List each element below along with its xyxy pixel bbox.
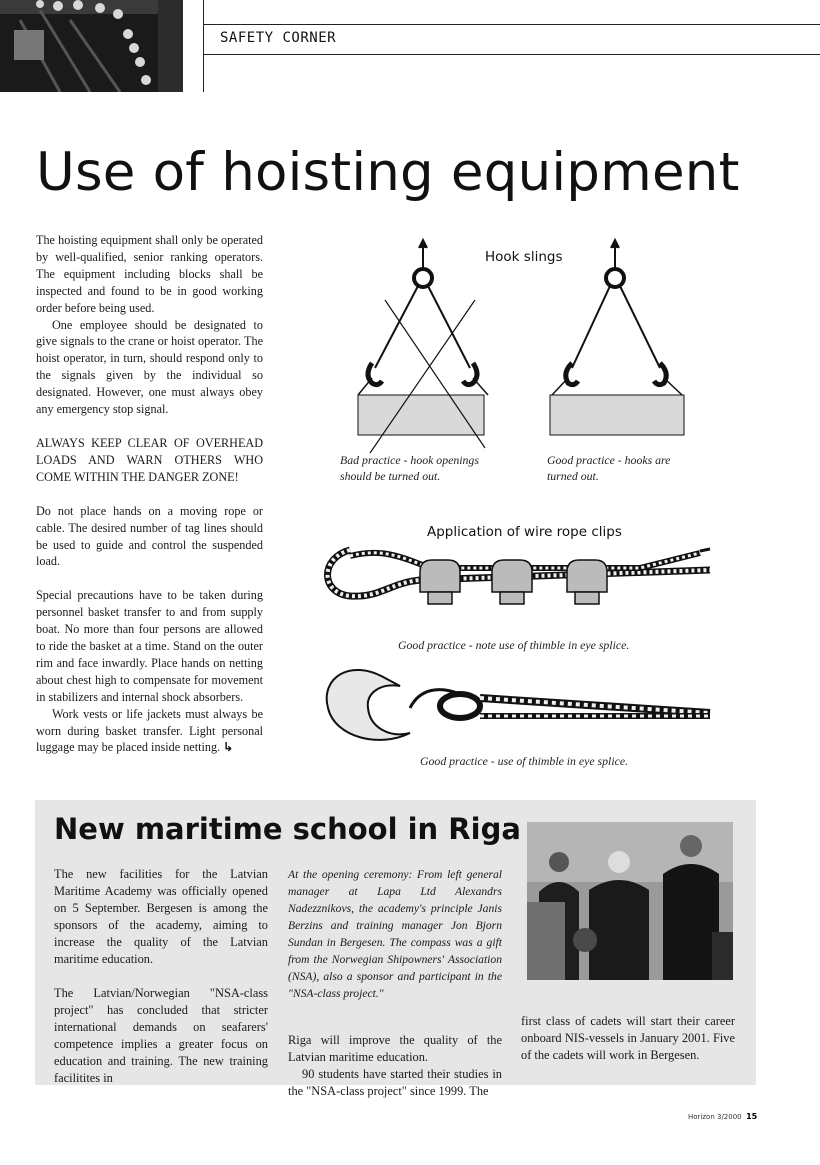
bad-practice-sling xyxy=(358,240,488,453)
end-mark-icon: ↳ xyxy=(223,740,234,755)
paragraph: Do not place hands on a moving rope or cable. The desired number of tag lines should be used to guide and control the suspended load. xyxy=(36,503,263,569)
paragraph: The Latvian/Norwegian "NSA-class project" has concluded that stricter international demands on seafarers' competence implies a greater focus on education and training. The new training facilitites in xyxy=(54,986,268,1085)
page-number: 15 xyxy=(746,1112,758,1121)
issue-label: Horizon 3/2000 xyxy=(688,1113,742,1121)
paragraph: 90 students have started their studies in the "NSA-class project" since 1999. The xyxy=(288,1067,502,1098)
news-column-2 xyxy=(288,866,502,1100)
paragraph: Special precautions have to be taken during personnel basket transfer to and from supply boat. No more than four persons are allowed to ride the basket at a time. Stand on the outer rim and face inwardly. Place hands on netting about chest high to compensate for movement in stabilizers and internal shock absorbers. xyxy=(36,588,263,704)
header-rule xyxy=(203,0,204,92)
header-rule-bottom xyxy=(203,54,820,55)
hook-slings-title: Hook slings xyxy=(485,249,563,265)
wire-rope-clips-title: Application of wire rope clips xyxy=(427,524,622,540)
paragraph-text: Work vests or life jackets must always be worn during basket transfer. Light personal luggage may be placed inside netting. xyxy=(36,706,263,755)
page-footer xyxy=(688,1112,757,1121)
clips-caption: Good practice - note use of thimble in eye splice. xyxy=(398,638,630,652)
good-practice-sling xyxy=(550,240,684,435)
paragraph: Riga will improve the quality of the Latvian maritime education. xyxy=(288,1033,502,1064)
paragraph: first class of cadets will start their career onboard NIS-vessels in January 2001. Five of the cadets will work in Bergesen. xyxy=(521,1014,735,1062)
splice-caption: Good practice - use of thimble in eye splice. xyxy=(420,754,629,768)
header-photo xyxy=(0,0,183,92)
header-rule-top xyxy=(203,24,820,25)
paragraph: The new facilities for the Latvian Maritime Academy was officially opened on 5 September. Bergesen is among the sponsors of the academy, aiming to increase the quality of the Latvian maritime education. xyxy=(54,867,268,966)
page-title: Use of hoisting equipment xyxy=(36,142,740,203)
news-column-3 xyxy=(521,1013,735,1064)
photo-caption: At the opening ceremony: From left general manager at Lapa Ltd Alexandrs Nadezznikovs, the academy's principle Janis Berzins and training manager Jon Bjorn Sundan in Bergesen. The compass was a gift from the Norwegian Shipowners' Association (NSA), also a sponsor and participant in the "NSA-class project." xyxy=(288,868,502,1000)
hook-eye-splice-diagram xyxy=(327,670,710,740)
paragraph xyxy=(36,706,263,757)
section-label: SAFETY CORNER xyxy=(220,30,337,46)
good-practice-caption: Good practice - hooks are turned out. xyxy=(547,453,671,483)
warning-paragraph: ALWAYS KEEP CLEAR OF OVERHEAD LOADS AND WARN OTHERS WHO COME WITHIN THE DANGER ZONE! xyxy=(36,435,263,484)
paragraph: The hoisting equipment shall only be operated by well-qualified, senior ranking operators. The equipment including blocks shall be inspected and found to be in good working order before being used. xyxy=(36,233,263,315)
hoisting-diagrams xyxy=(310,238,730,778)
ceremony-photo xyxy=(527,822,733,980)
bad-practice-caption: Bad practice - hook openings should be turned out. xyxy=(340,453,479,483)
wire-rope-clips-diagram xyxy=(328,549,711,604)
news-title: New maritime school in Riga xyxy=(54,812,521,846)
news-column-1 xyxy=(54,866,268,1087)
paragraph: One employee should be designated to give signals to the crane or hoist operator. The hoist operator, in turn, should respond only to the signals given by the individual so designated. However, one must always obey any emergency stop signal. xyxy=(36,317,263,417)
article-body xyxy=(36,232,263,756)
